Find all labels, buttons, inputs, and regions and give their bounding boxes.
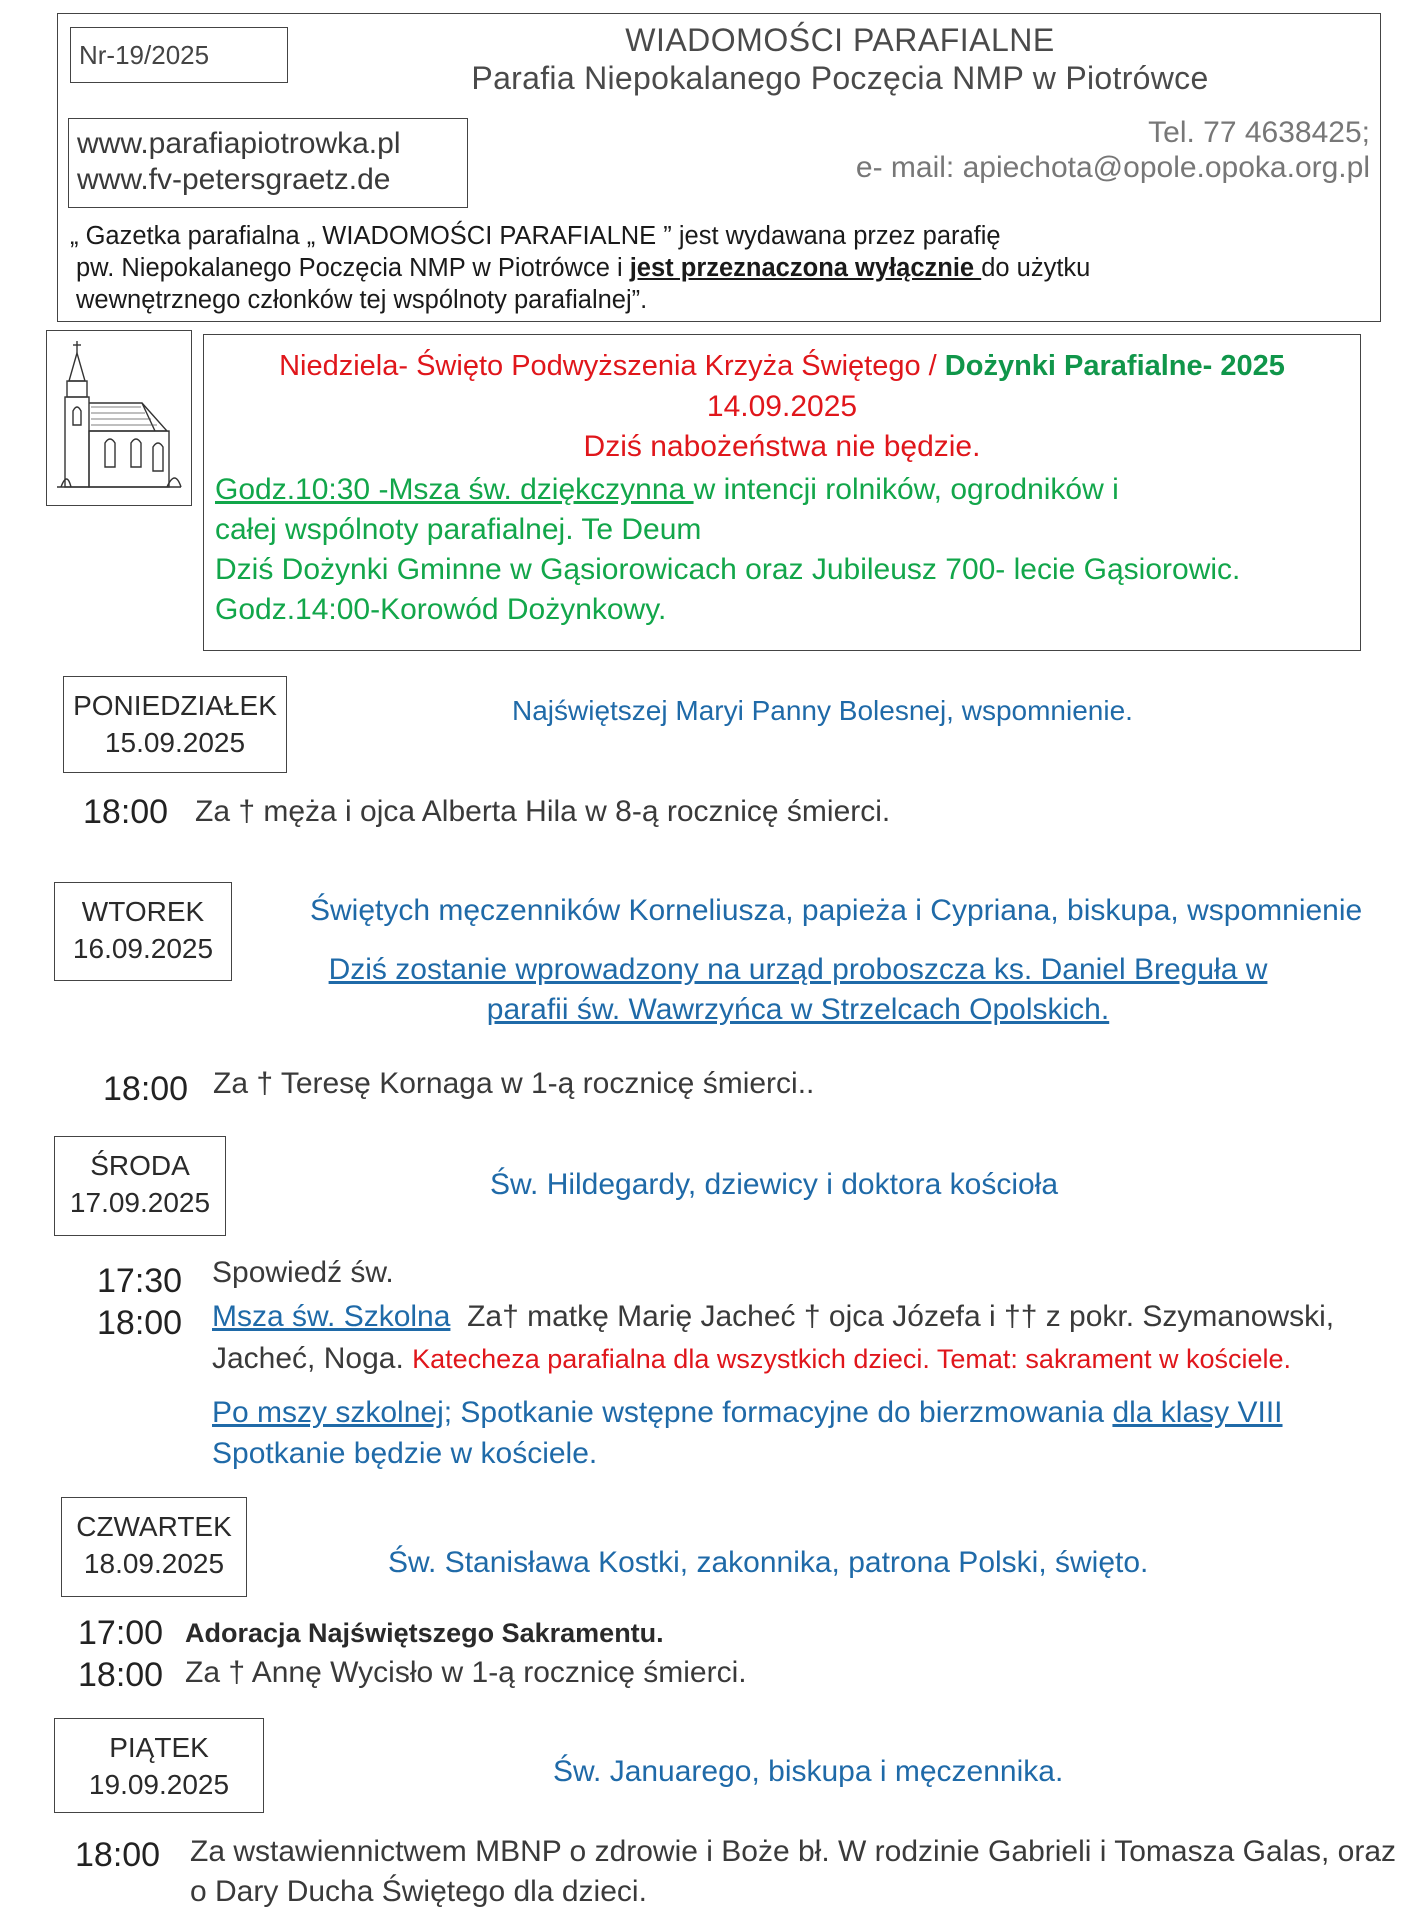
- wednesday-feast: Św. Hildegardy, dziewicy i doktora kościoła: [490, 1168, 1059, 1201]
- newsletter-title: WIADOMOŚCI PARAFIALNE: [625, 22, 1055, 58]
- parish-name: Parafia Niepokalanego Poczęcia NMP w Piotrówce: [471, 60, 1209, 96]
- thursday-intention: Za † Annę Wycisło w 1-ą rocznicę śmierci.: [185, 1656, 747, 1689]
- day-box-monday: [63, 676, 287, 773]
- sunday-details: [215, 470, 1240, 630]
- wednesday-time-1: 17:30: [97, 1262, 183, 1300]
- day-date: 17.09.2025: [69, 1187, 211, 1218]
- day-name: PIĄTEK: [109, 1732, 209, 1763]
- procession-line: Godz.14:00-Korowód Dożynkowy.: [215, 593, 667, 626]
- tuesday-note-line-1[interactable]: Dziś zostanie wprowadzony na urząd proboszcza ks. Daniel Breguła w: [328, 953, 1268, 986]
- thursday-time-1: 17:00: [78, 1614, 164, 1652]
- wednesday-confession: Spowiedź św.: [212, 1256, 394, 1289]
- day-date: 16.09.2025: [72, 933, 214, 964]
- class-viii-link[interactable]: dla klasy VIII: [1112, 1396, 1283, 1429]
- thursday-time-2: 18:00: [78, 1656, 164, 1694]
- monday-feast: Najświętszej Maryi Panny Bolesnej, wspomnienie.: [512, 695, 1133, 726]
- day-box-tuesday: [54, 882, 232, 981]
- day-box-wednesday: [54, 1136, 226, 1236]
- day-name: WTOREK: [81, 896, 205, 927]
- tuesday-note-line-2[interactable]: parafii św. Wawrzyńca w Strzelcach Opolskich.: [486, 993, 1110, 1026]
- thursday-feast: Św. Stanisława Kostki, zakonnika, patrona Polski, święto.: [388, 1546, 1149, 1579]
- day-box-friday: [54, 1718, 264, 1813]
- friday-intention: Za wstawiennictwem MBNP o zdrowie i Boże bł. W rodzinie Gabrieli i Tomasza Galas, oraz o Dary Ducha Świętego dla dzieci.: [190, 1835, 1397, 1908]
- notice-line-1: „ Gazetka parafialna „ WIADOMOŚCI PARAFIALNE ” jest wydawana przez parafię: [70, 222, 1001, 250]
- tuesday-intention: Za † Teresę Kornaga w 1-ą rocznicę śmierci..: [213, 1067, 815, 1100]
- confirmation-meeting: Po mszy szkolnej; Spotkanie wstępne formacyjne do bierzmowania dla klasy VIII Spotkanie będzie w kościele.: [212, 1396, 1283, 1470]
- church-logo-box: [46, 330, 192, 506]
- day-box-thursday: [61, 1497, 247, 1597]
- notice-emphasis: jest przeznaczona wyłącznie: [629, 254, 982, 282]
- wednesday-mass: Msza św. Szkolna Za† matkę Marię Jacheć † ojca Józefa i †† z pokr. Szymanowski, Jacheć, Noga. Katecheza parafialna dla wszystkich dzieci. Temat: sakrament w kościele.: [212, 1300, 1335, 1375]
- monday-intention: Za † męża i ojca Alberta Hila w 8-ą rocznicę śmierci.: [195, 795, 891, 828]
- notice-line-2: pw. Niepokalanego Poczęcia NMP w Piotrówce i jest przeznaczona wyłącznie do użytku: [76, 254, 1091, 282]
- monday-time: 18:00: [83, 793, 169, 831]
- thursday-adoration: Adoracja Najświętszego Sakramentu.: [185, 1618, 664, 1648]
- harvest-line: Dziś Dożynki Gminne w Gąsiorowicach oraz Jubileusz 700- lecie Gąsiorowic.: [215, 553, 1241, 586]
- copyright-notice: [70, 220, 1090, 316]
- day-name: CZWARTEK: [76, 1511, 232, 1542]
- mass-line-2: całej wspólnoty parafialnej. Te Deum: [215, 513, 702, 546]
- tuesday-note: [260, 950, 1336, 1030]
- friday-feast: Św. Januarego, biskupa i męczennika.: [553, 1755, 1064, 1788]
- day-name: ŚRODA: [90, 1150, 190, 1181]
- sunday-title: Niedziela- Święto Podwyższenia Krzyża Świętego / Dożynki Parafialne- 2025: [279, 350, 1285, 382]
- no-service-notice: Dziś nabożeństwa nie będzie.: [583, 430, 981, 463]
- thanksgiving-mass-link[interactable]: Godz.10:30 -Msza św. dziękczynna: [215, 473, 694, 506]
- email-address[interactable]: e- mail: apiechota@opole.opoka.org.pl: [855, 151, 1370, 184]
- sunday-date: 14.09.2025: [706, 390, 858, 423]
- phone-number: Tel. 77 4638425;: [1148, 116, 1370, 149]
- after-mass-link[interactable]: Po mszy szkolnej: [212, 1396, 444, 1429]
- day-date: 18.09.2025: [83, 1548, 225, 1579]
- catechesis-note: Katecheza parafialna dla wszystkich dzieci. Temat: sakrament w kościele.: [412, 1344, 1292, 1374]
- day-date: 15.09.2025: [104, 727, 246, 758]
- wednesday-time-2: 18:00: [97, 1304, 183, 1342]
- church-illustration: [47, 331, 191, 505]
- notice-line-3: wewnętrznego członków tej wspólnoty parafialnej”.: [76, 286, 648, 314]
- website-link-1[interactable]: www.parafiapiotrowka.pl: [77, 127, 401, 160]
- harvest-festival-label: Dożynki Parafialne- 2025: [944, 350, 1285, 382]
- tuesday-time: 18:00: [103, 1070, 189, 1108]
- website-link-2[interactable]: www.fv-petersgraetz.de: [77, 163, 391, 196]
- friday-time: 18:00: [75, 1836, 161, 1874]
- tuesday-feast: Świętych męczenników Korneliusza, papieża i Cypriana, biskupa, wspomnienie: [310, 894, 1363, 927]
- issue-number: Nr-19/2025: [79, 40, 210, 70]
- websites-box: [68, 118, 468, 208]
- day-name: PONIEDZIAŁEK: [73, 690, 277, 721]
- mass-line: Godz.10:30 -Msza św. dziękczynna w intencji rolników, ogrodników i: [215, 473, 1119, 506]
- school-mass-link[interactable]: Msza św. Szkolna: [212, 1300, 451, 1333]
- day-date: 19.09.2025: [88, 1769, 230, 1800]
